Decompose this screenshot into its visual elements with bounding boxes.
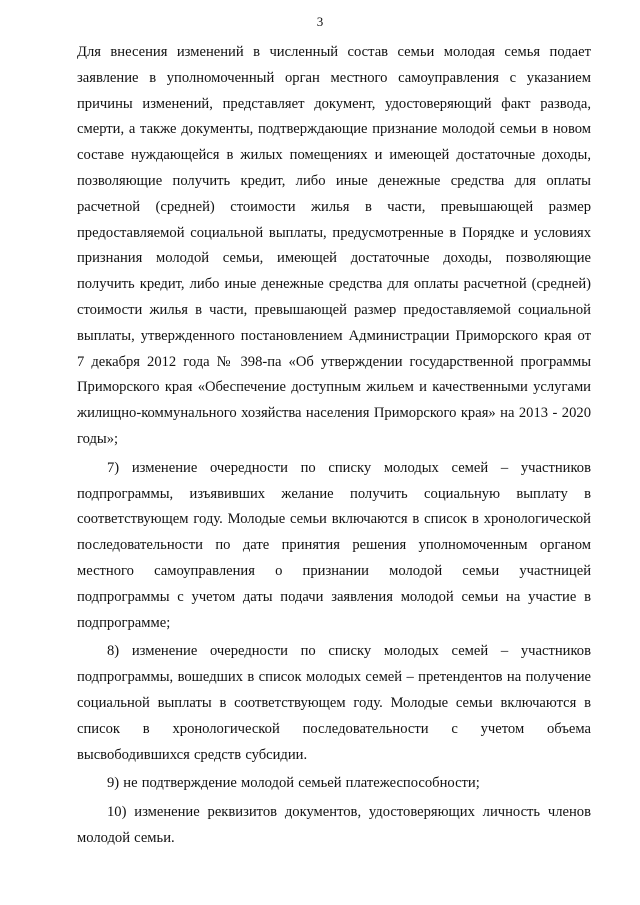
document-body [77, 40, 591, 852]
paragraph-item-9: 9) не подтверждение молодой семьей платежеспособности; [107, 775, 480, 792]
page-number: 3 [316, 14, 324, 29]
paragraph-item-7: 7) изменение очередности по списку молодых семей – участников подпрограммы, изъявивших желание получить социальную выплату в соответствующем году. Молодые семьи включаются в список в хронологической последовательности по дате принятия решения уполномоченным органом местного самоуправления о признании молодой семьи участницей подпрограммы с учетом даты подачи заявления молодой семьи на участие в подпрограмме; [77, 459, 591, 631]
paragraph-family-composition-change: Для внесения изменений в численный состав семьи молодая семья подает заявление в уполномоченный орган местного самоуправления с указанием причины изменений, представляет документ, удостоверяющий факт развода, смерти, а также документы, подтверждающие признание молодой семьи в новом составе нуждающейся в жилых помещениях и имеющей достаточные доходы, позволяющие получить кредит, либо иные денежные средства для оплаты расчетной (средней) стоимости жилья в части, превышающей размер предоставляемой социальной выплаты, предусмотренные в Порядке и условиях признания молодой семьи, имеющей достаточные доходы, позволяющие получить кредит, либо иные денежные средства для оплаты расчетной (средней) стоимости жилья в части, превышающей размер предоставляемой социальной выплаты, утвержденного постановлением Администрации Приморского края от 7 декабря 2012 года № 398-па «Об утверждении государственной программы Приморского края «Обеспечение доступным жильем и качественными услугами жилищно-коммунального хозяйства населения Приморского края» на 2013 - 2020 годы»; [77, 44, 591, 447]
paragraph-item-8: 8) изменение очередности по списку молодых семей – участников подпрограммы, вошедших в список молодых семей – претендентов на получение социальной выплаты в соответствующем году. Молодые семьи включаются в список в хронологической последовательности с учетом объема высвободившихся средств субсидии. [77, 643, 591, 763]
paragraph-item-10: 10) изменение реквизитов документов, удостоверяющих личность членов молодой семьи. [77, 804, 591, 846]
